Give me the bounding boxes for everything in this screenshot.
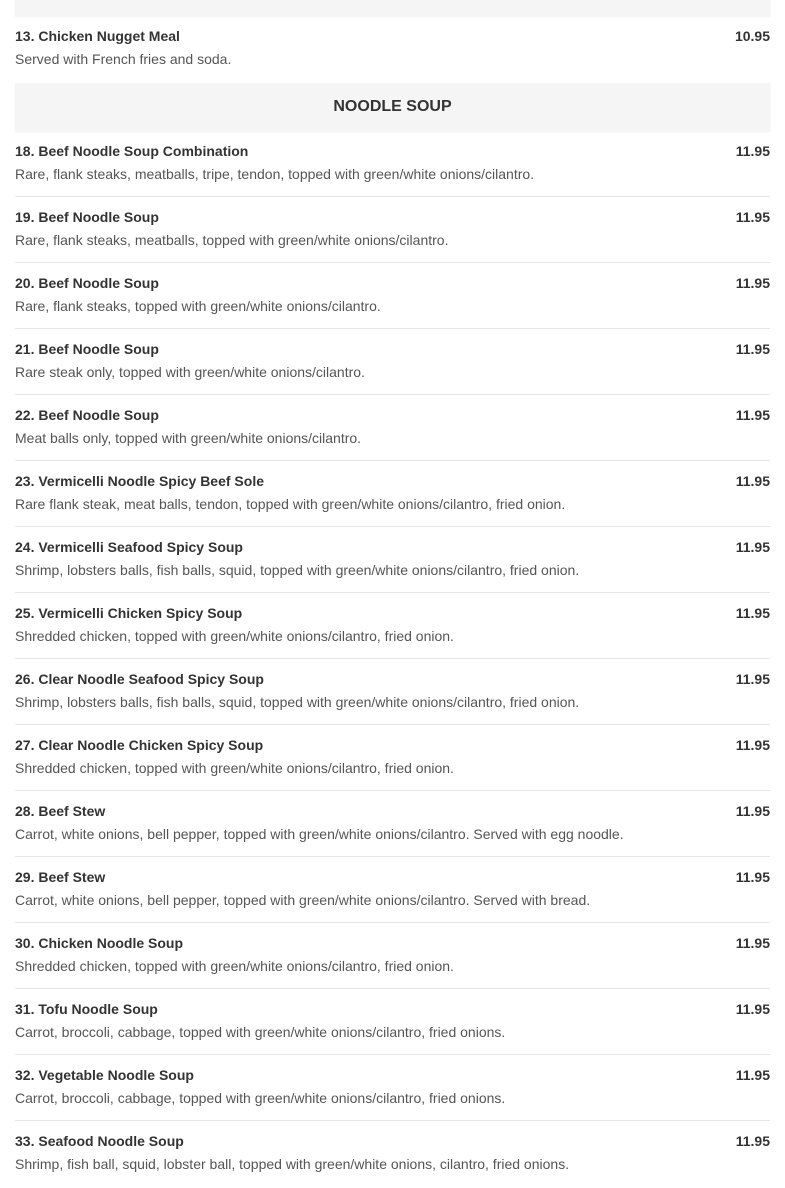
menu-item-name: 32. Vegetable Noodle Soup <box>15 1067 194 1083</box>
section-header-noodle-soup <box>15 83 770 131</box>
menu-item-description: Served with French fries and soda. <box>15 51 232 67</box>
menu-item-description: Shredded chicken, topped with green/white onions/cilantro, fried onion. <box>15 958 454 974</box>
menu-item-price: 11.95 <box>735 143 770 159</box>
menu-item-description: Carrot, broccoli, cabbage, topped with green/white onions/cilantro, fried onions. <box>15 1090 506 1106</box>
menu-item-price: 11.95 <box>735 1133 770 1149</box>
menu-item-name: 29. Beef Stew <box>15 869 106 885</box>
menu-item-price: 11.95 <box>735 539 770 555</box>
menu-item[interactable] <box>15 131 770 197</box>
menu-item[interactable] <box>15 923 770 989</box>
menu-item[interactable] <box>15 1121 770 1188</box>
menu-item-price: 11.95 <box>735 473 770 489</box>
menu-item-name: 18. Beef Noodle Soup Combination <box>15 143 249 159</box>
menu-item-name: 13. Chicken Nugget Meal <box>15 28 180 44</box>
menu-item-description: Shredded chicken, topped with green/white onions/cilantro, fried onion. <box>15 760 454 776</box>
menu-item[interactable] <box>15 857 770 923</box>
menu-item-price: 11.95 <box>735 935 770 951</box>
menu-item-price: 11.95 <box>735 407 770 423</box>
menu-item-description: Rare, flank steaks, topped with green/white onions/cilantro. <box>15 298 381 314</box>
menu-item-price: 11.95 <box>735 737 770 753</box>
menu-item-price: 11.95 <box>735 803 770 819</box>
menu-item-price: 11.95 <box>735 341 770 357</box>
menu-item-description: Shredded chicken, topped with green/white onions/cilantro, fried onion. <box>15 628 454 644</box>
menu-item-description: Meat balls only, topped with green/white onions/cilantro. <box>15 430 362 446</box>
menu-item-description: Carrot, white onions, bell pepper, topped with green/white onions/cilantro. Served with egg noodle. <box>15 826 624 842</box>
menu-item-name: 21. Beef Noodle Soup <box>15 341 159 357</box>
menu-item-name: 31. Tofu Noodle Soup <box>15 1001 158 1017</box>
menu-item-price: 11.95 <box>735 209 770 225</box>
menu-item-price: 10.95 <box>734 28 770 44</box>
menu-item[interactable] <box>15 989 770 1055</box>
menu-item-description: Rare, flank steaks, meatballs, topped with green/white onions/cilantro. <box>15 232 449 248</box>
menu-item[interactable] <box>15 197 770 263</box>
menu-item-name: 24. Vermicelli Seafood Spicy Soup <box>15 539 243 555</box>
section-header-previous <box>15 0 770 16</box>
menu-item-name: 33. Seafood Noodle Soup <box>15 1133 184 1149</box>
menu-item-name: 26. Clear Noodle Seafood Spicy Soup <box>15 671 264 687</box>
menu-item-description: Rare steak only, topped with green/white onions/cilantro. <box>15 364 365 380</box>
menu-item[interactable] <box>15 461 770 527</box>
menu-item-description: Carrot, white onions, bell pepper, topped with green/white onions/cilantro. Served with bread. <box>15 892 591 908</box>
menu-item-name: 23. Vermicelli Noodle Spicy Beef Sole <box>15 473 264 489</box>
menu-item[interactable] <box>15 329 770 395</box>
menu-item-name: 22. Beef Noodle Soup <box>15 407 159 423</box>
menu-item-description: Shrimp, lobsters balls, fish balls, squid, topped with green/white onions/cilantro, fried onion. <box>15 694 580 710</box>
menu-item[interactable] <box>15 527 770 593</box>
menu-item-price: 11.95 <box>735 275 770 291</box>
menu-item-name: 30. Chicken Noodle Soup <box>15 935 184 951</box>
menu-item-description: Carrot, broccoli, cabbage, topped with green/white onions/cilantro, fried onions. <box>15 1024 506 1040</box>
menu-item-name: 25. Vermicelli Chicken Spicy Soup <box>15 605 243 621</box>
menu-container <box>15 0 770 1188</box>
menu-item-description: Shrimp, lobsters balls, fish balls, squid, topped with green/white onions/cilantro, fried onion. <box>15 562 580 578</box>
menu-item-name: 28. Beef Stew <box>15 803 106 819</box>
section-title-noodle-soup: NOODLE SOUP <box>333 98 452 115</box>
menu-item-description: Rare, flank steaks, meatballs, tripe, tendon, topped with green/white onions/cilantro. <box>15 166 535 182</box>
menu-item-price: 11.95 <box>735 605 770 621</box>
menu-item-name: 19. Beef Noodle Soup <box>15 209 159 225</box>
menu-item-price: 11.95 <box>735 869 770 885</box>
menu-item[interactable] <box>15 593 770 659</box>
menu-item[interactable] <box>15 395 770 461</box>
menu-item-description: Shrimp, fish ball, squid, lobster ball, topped with green/white onions, cilantro, fried onions. <box>15 1156 570 1172</box>
menu-item[interactable] <box>15 263 770 329</box>
menu-item[interactable] <box>15 791 770 857</box>
menu-item-name: 27. Clear Noodle Chicken Spicy Soup <box>15 737 264 753</box>
menu-item-price: 11.95 <box>735 1067 770 1083</box>
menu-item-price: 11.95 <box>735 671 770 687</box>
menu-item[interactable] <box>15 1055 770 1121</box>
noodle-soup-list <box>15 131 770 1188</box>
menu-item[interactable] <box>15 16 770 83</box>
menu-item-price: 11.95 <box>735 1001 770 1017</box>
menu-item-name: 20. Beef Noodle Soup <box>15 275 159 291</box>
menu-item[interactable] <box>15 725 770 791</box>
menu-item-description: Rare flank steak, meat balls, tendon, topped with green/white onions/cilantro, fried onion. <box>15 496 566 512</box>
menu-item[interactable] <box>15 659 770 725</box>
